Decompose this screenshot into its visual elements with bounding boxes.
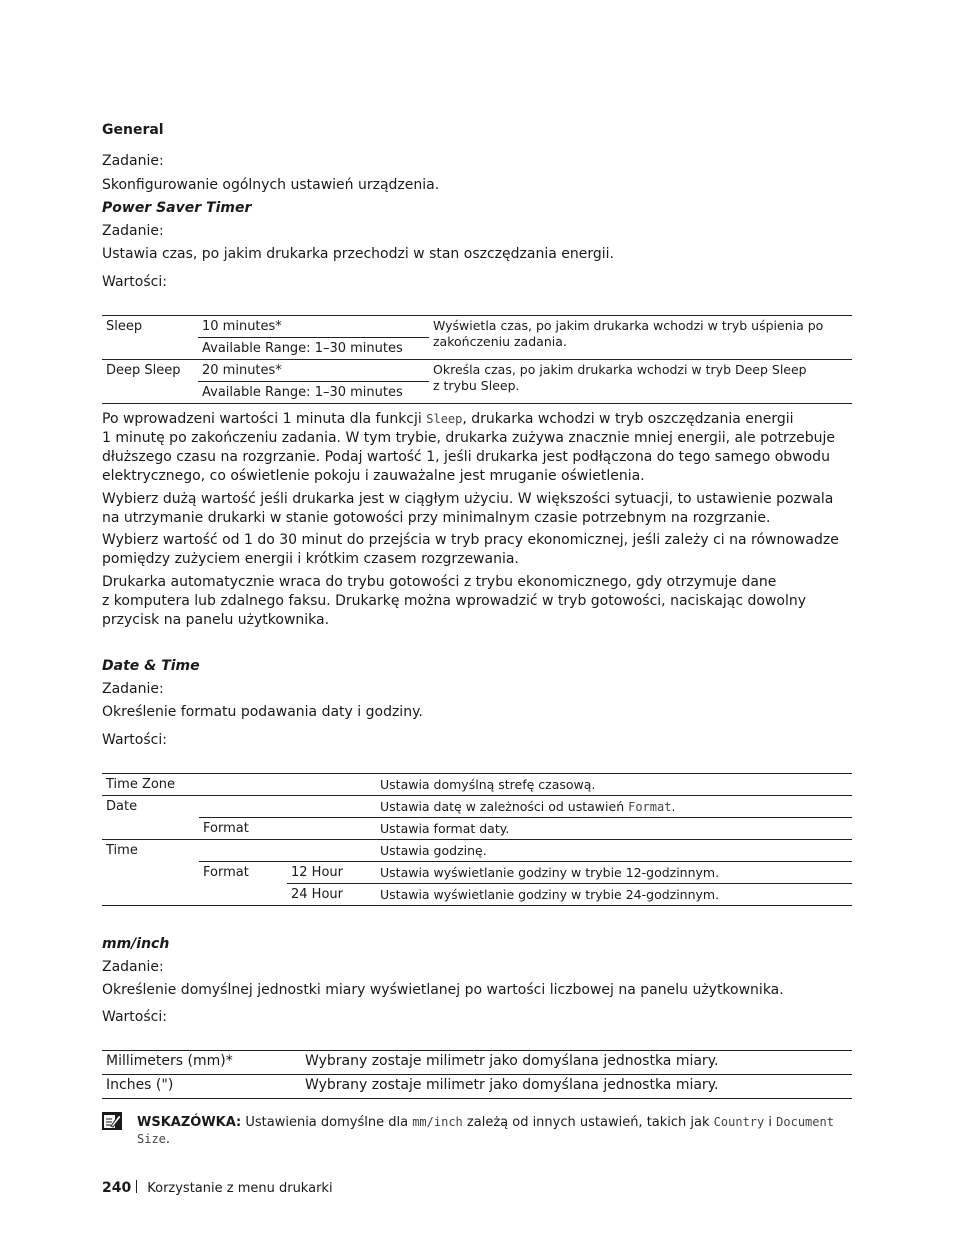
paragraph: Po wprowadzeni wartości 1 minuta dla funkcji Sleep, drukarka wchodzi w tryb oszczędzania energii 1 minutę po zakończeniu zadania. W tym trybie, drukarka zużywa znacznie mniej energii, ale potrzebuje dłuższego czasu na rozgrzanie. Podaj wartość 1, jeśli drukarka jest podłączona do tego samego obwodu elektrycznego, co oświetlenie pokoju i zauważalne jest mruganie oświetlenia. <box>102 411 836 484</box>
table-cell: Format <box>199 862 287 906</box>
task-text: Skonfigurowanie ogólnych ustawień urządzenia. <box>102 177 440 193</box>
task-label: Zadanie: <box>102 681 164 697</box>
values-label: Wartości: <box>102 274 167 290</box>
table-cell-description: Wyświetla czas, po jakim drukarka wchodzi w tryb uśpienia po zakończeniu zadania. <box>433 318 824 349</box>
note-pencil-icon <box>102 1112 122 1130</box>
table-cell-description: Ustawia domyślną strefę czasową. <box>380 777 596 792</box>
table-cell: Time <box>102 840 199 906</box>
section-heading-date-time: Date & Time <box>102 658 200 674</box>
table-cell-description: Wybrany zostaje milimetr jako domyślana jednostka miary. <box>301 1075 852 1099</box>
section-heading-power-saver: Power Saver Timer <box>102 200 252 216</box>
footer-divider <box>136 1180 137 1193</box>
task-text: Ustawia czas, po jakim drukarka przechodzi w stan oszczędzania energii. <box>102 246 614 262</box>
table-cell: Date <box>102 796 199 840</box>
table-cell-description: Ustawia godzinę. <box>376 840 852 862</box>
date-time-table <box>102 773 852 906</box>
mm-inch-table <box>102 1050 852 1099</box>
values-label: Wartości: <box>102 1009 167 1025</box>
power-saver-table <box>102 315 852 404</box>
task-text: Określenie domyślnej jednostki miary wyświetlanej po wartości liczbowej na panelu użytkownika. <box>102 982 784 998</box>
page-number: 240 <box>102 1180 132 1196</box>
table-cell: 12 Hour <box>287 862 376 884</box>
table-cell-description: Ustawia wyświetlanie godziny w trybie 12-godzinnym. <box>376 862 852 884</box>
table-cell: Time Zone <box>106 777 176 792</box>
task-text: Określenie formatu podawania daty i godziny. <box>102 704 423 720</box>
paragraph: Wybierz dużą wartość jeśli drukarka jest w ciągłym użyciu. W większości sytuacji, to ustawienie pozwala na utrzymanie drukarki w stanie gotowości przy minimalnym czasie potrzebnym na rozgrzanie. <box>102 491 834 526</box>
table-cell: 10 minutes* <box>202 319 282 334</box>
table-cell-description: Wybrany zostaje milimetr jako domyślana jednostka miary. <box>305 1053 719 1069</box>
table-cell: Available Range: 1–30 minutes <box>198 382 429 404</box>
paragraph: Wybierz wartość od 1 do 30 minut do przejścia w tryb pracy ekonomicznej, jeśli zależy ci na równowadze pomiędzy zużyciem energii i krótkim czasem rozgrzewania. <box>102 532 839 567</box>
task-label: Zadanie: <box>102 153 164 169</box>
table-cell: 24 Hour <box>287 884 376 906</box>
table-cell: Available Range: 1–30 minutes <box>198 338 429 360</box>
values-label: Wartości: <box>102 732 167 748</box>
table-cell: Millimeters (mm)* <box>106 1053 233 1069</box>
section-heading-mm-inch: mm/inch <box>102 936 170 952</box>
table-cell-description: Ustawia format daty. <box>376 818 852 840</box>
section-heading-general: General <box>102 122 164 138</box>
table-cell-description: Określa czas, po jakim drukarka wchodzi w tryb Deep Sleep z trybu Sleep. <box>429 360 852 404</box>
page-footer <box>102 1179 333 1198</box>
note-box: WSKAZÓWKA: Ustawienia domyślne dla mm/inch zależą od innych ustawień, takich jak Country i Document Size. <box>137 1115 834 1147</box>
table-cell-description: Ustawia wyświetlanie godziny w trybie 24-godzinnym. <box>376 884 852 906</box>
chapter-title: Korzystanie z menu drukarki <box>147 1181 333 1196</box>
paragraph: Drukarka automatycznie wraca do trybu gotowości z trybu ekonomicznego, gdy otrzymuje dane z komputera lub zdalnego faksu. Drukarkę można wprowadzić w tryb gotowości, naciskając dowolny przycisk na panelu użytkownika. <box>102 574 806 628</box>
table-cell: 20 minutes* <box>198 360 429 382</box>
task-label: Zadanie: <box>102 223 164 239</box>
table-cell: Inches (") <box>102 1075 301 1099</box>
table-cell: Format <box>199 818 376 840</box>
table-cell: Deep Sleep <box>102 360 198 382</box>
table-cell: Sleep <box>106 319 143 334</box>
note-label: WSKAZÓWKA: <box>137 1115 242 1130</box>
table-cell-description: Ustawia datę w zależności od ustawień Format. <box>376 796 852 818</box>
task-label: Zadanie: <box>102 959 164 975</box>
